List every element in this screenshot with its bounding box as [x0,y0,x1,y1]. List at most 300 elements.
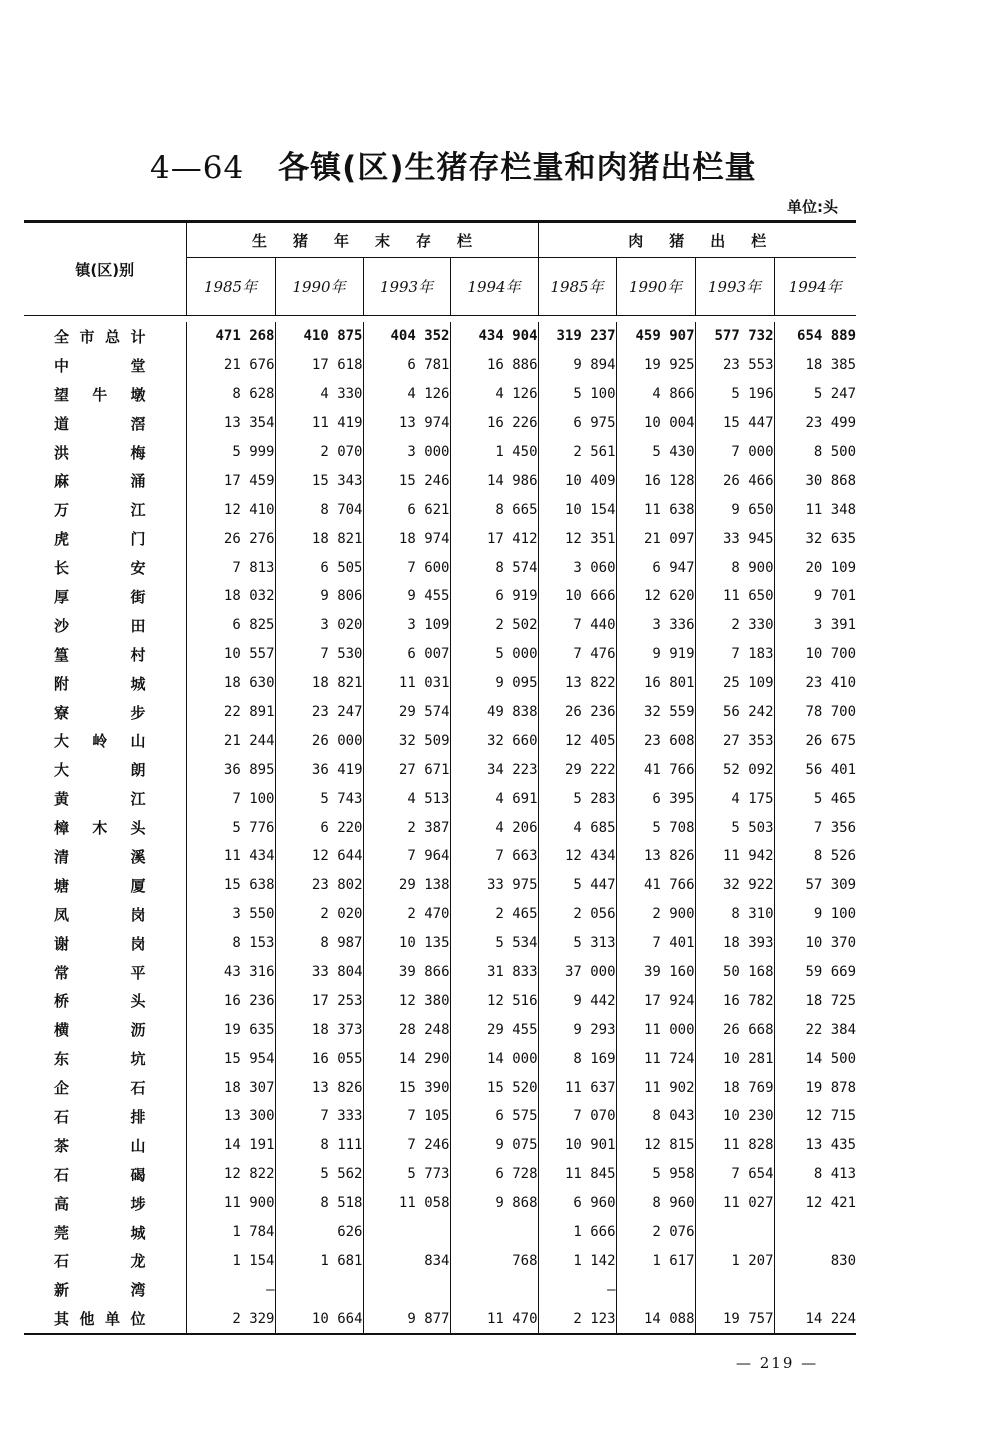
table-cell: 32 660 [450,726,538,755]
table-cell: 28 248 [363,1015,450,1044]
table-cell: 2 465 [450,900,538,929]
table-cell [363,1275,450,1304]
year-header: 1994年 [774,258,856,316]
table-cell: 10 370 [805,935,857,952]
table-cell: 11 419 [275,409,363,438]
table-cell [363,1218,450,1247]
table-cell: 8 500 [813,444,857,460]
group-header-slaughter: 肉猪出栏 [538,222,856,258]
table-cell: 15 520 [450,1073,538,1102]
table-cell: 11 000 [616,1015,695,1044]
table-cell: 9 650 [695,495,774,524]
table-cell: 26 000 [275,726,363,755]
table-row [24,1275,856,1304]
table-cell: 32 559 [616,698,695,727]
table-cell: 8 960 [616,1189,695,1218]
table-row [24,640,856,669]
region-name: 寮步 [24,698,186,727]
table-cell: 13 822 [538,669,616,698]
table-row [24,726,856,755]
table-cell: 5 447 [538,871,616,900]
table-cell: 5 196 [695,380,774,409]
table-cell: 5 247 [813,386,857,403]
table-cell: 16 128 [616,466,695,495]
table-cell: 8 987 [275,929,363,958]
table-cell: 830 [830,1252,857,1269]
table-cell: 1 207 [695,1247,774,1276]
region-name: 高埗 [24,1189,186,1218]
table-cell: — [538,1275,616,1304]
region-name: 虎门 [24,524,186,553]
table-cell: 12 822 [186,1160,275,1189]
table-row [24,495,856,524]
table-cell: 8 704 [275,495,363,524]
table-cell: 5 776 [186,813,275,842]
table-cell: 17 924 [616,986,695,1015]
table-cell: 768 [450,1247,538,1276]
table-cell: 16 236 [186,986,275,1015]
region-name: 谢岗 [24,929,186,958]
table-cell: 10 154 [538,495,616,524]
table-cell: 32 509 [363,726,450,755]
table-cell: 16 801 [616,669,695,698]
region-name: 莞城 [24,1218,186,1247]
table-cell: 7 246 [363,1131,450,1160]
table-cell: 1 617 [616,1247,695,1276]
year-header: 1985年 [186,258,275,316]
table-row [24,466,856,495]
table-row [24,871,856,900]
table-cell: 459 907 [616,322,695,351]
table-cell: 18 821 [275,669,363,698]
table-cell: 11 845 [538,1160,616,1189]
table-cell: 30 868 [805,472,857,489]
table-cell: 6 781 [363,351,450,380]
table-row [24,784,856,813]
table-cell: 78 700 [805,704,857,721]
table-cell: 13 974 [363,409,450,438]
table-cell: 9 894 [538,351,616,380]
table-cell: 7 105 [363,1102,450,1131]
table-cell: 9 868 [450,1189,538,1218]
table-cell: 17 412 [450,524,538,553]
table-cell: 18 769 [695,1073,774,1102]
table-cell: 6 505 [275,553,363,582]
table-cell: 56 242 [695,698,774,727]
table-cell: — [186,1275,275,1304]
table-cell: 6 395 [616,784,695,813]
table-cell: 7 663 [450,842,538,871]
table-cell: 5 773 [363,1160,450,1189]
region-name: 大朗 [24,755,186,784]
table-cell: 3 020 [275,611,363,640]
table-cell: 10 666 [538,582,616,611]
table-row [24,842,856,871]
table-cell: 37 000 [538,958,616,987]
table-cell: 13 435 [805,1137,857,1154]
table-cell: 834 [363,1247,450,1276]
table-row [24,1102,856,1131]
table-cell: 12 620 [616,582,695,611]
table-cell: 14 088 [616,1304,695,1334]
table-cell: 29 574 [363,698,450,727]
table-cell: 7 333 [275,1102,363,1131]
table-cell: 12 815 [616,1131,695,1160]
table-cell: 52 092 [695,755,774,784]
table-cell: 3 550 [186,900,275,929]
table-row [24,929,856,958]
table-cell [774,1275,856,1304]
region-name: 企石 [24,1073,186,1102]
region-name: 望牛墩 [24,380,186,409]
table-cell: 9 877 [363,1304,450,1334]
table-cell: 2 070 [275,438,363,467]
table-row [24,958,856,987]
table-row [24,986,856,1015]
table-cell: 4 513 [363,784,450,813]
region-name: 樟木头 [24,813,186,842]
table-cell: 4 126 [450,380,538,409]
table-cell: 32 635 [805,530,857,547]
table-row [24,1044,856,1073]
table-cell: 11 724 [616,1044,695,1073]
table-cell: 18 385 [805,357,857,374]
table-cell [450,1275,538,1304]
table-row [24,813,856,842]
region-name: 石碣 [24,1160,186,1189]
table-cell: 56 401 [805,761,857,778]
table-cell: 6 960 [538,1189,616,1218]
table-cell [695,1275,774,1304]
table-cell: 5 503 [695,813,774,842]
table-cell: 26 276 [186,524,275,553]
table-cell: 1 666 [538,1218,616,1247]
table-cell: 26 236 [538,698,616,727]
region-name: 清溪 [24,842,186,871]
table-cell: 39 160 [616,958,695,987]
table-cell: 4 330 [275,380,363,409]
table-cell: 49 838 [450,698,538,727]
page-title [150,142,850,187]
region-column-header: 镇(区)别 [24,222,186,316]
table-cell: 8 900 [695,553,774,582]
table-cell: 7 440 [538,611,616,640]
table-cell: 6 975 [538,409,616,438]
table-cell: 8 310 [695,900,774,929]
table-cell: 8 665 [450,495,538,524]
table-cell: 25 109 [695,669,774,698]
table-cell: 4 206 [450,813,538,842]
table-row [24,409,856,438]
table-cell: 34 223 [450,755,538,784]
table-cell: 41 766 [616,755,695,784]
table-cell: 12 351 [538,524,616,553]
table-cell: 19 925 [616,351,695,380]
table-cell: 7 356 [813,819,857,836]
table-cell: 8 111 [275,1131,363,1160]
table-header [24,222,856,316]
table-row [24,438,856,467]
table-cell: 6 947 [616,553,695,582]
table-cell: 6 621 [363,495,450,524]
year-header: 1990年 [275,258,363,316]
table-cell: 36 419 [275,755,363,784]
table-cell: 6 825 [186,611,275,640]
table-cell: 17 253 [275,986,363,1015]
table-cell: 21 676 [186,351,275,380]
table-cell: 31 833 [450,958,538,987]
table-cell: 6 220 [275,813,363,842]
table-cell: 2 329 [186,1304,275,1334]
table-cell: 11 031 [363,669,450,698]
table-cell: 19 878 [805,1079,857,1096]
table-cell: 11 058 [363,1189,450,1218]
table-cell: 29 138 [363,871,450,900]
table-cell: 5 534 [450,929,538,958]
table-cell: 12 421 [805,1195,857,1212]
table-row [24,1160,856,1189]
year-header: 1994年 [450,258,538,316]
table-cell: 8 043 [616,1102,695,1131]
table-cell: 12 380 [363,986,450,1015]
table-cell: 4 126 [363,380,450,409]
table-row [24,1015,856,1044]
table-cell: 9 293 [538,1015,616,1044]
table-cell: 7 070 [538,1102,616,1131]
table-cell: 15 390 [363,1073,450,1102]
table-row [24,698,856,727]
table-cell: 14 986 [450,466,538,495]
table-cell: 9 455 [363,582,450,611]
table-row [24,1304,856,1334]
table-cell: 3 060 [538,553,616,582]
year-header: 1990年 [616,258,695,316]
region-name: 塘厦 [24,871,186,900]
table-cell: 36 895 [186,755,275,784]
table-cell: 14 290 [363,1044,450,1073]
table-cell: 2 387 [363,813,450,842]
table-cell: 2 123 [538,1304,616,1334]
table-cell [616,1275,695,1304]
table-cell: 2 502 [450,611,538,640]
table-cell: 5 958 [616,1160,695,1189]
table-cell: 27 353 [695,726,774,755]
table-cell: 23 247 [275,698,363,727]
table-cell: 20 109 [805,559,857,576]
table-cell: 7 600 [363,553,450,582]
table-cell: 13 354 [186,409,275,438]
table-cell: 9 095 [450,669,538,698]
table-cell [774,1218,856,1247]
table-cell: 15 343 [275,466,363,495]
table-cell: 18 821 [275,524,363,553]
table-cell: 59 669 [805,964,857,981]
region-name: 厚街 [24,582,186,611]
year-header: 1985年 [538,258,616,316]
table-cell: 8 153 [186,929,275,958]
table-row [24,524,856,553]
table-cell: 43 316 [186,958,275,987]
region-name: 黄江 [24,784,186,813]
table-cell: 50 168 [695,958,774,987]
table-cell: 14 224 [774,1304,856,1334]
table-cell: 22 891 [186,698,275,727]
table-cell: 8 518 [275,1189,363,1218]
table-cell: 3 336 [616,611,695,640]
table-cell: 3 391 [813,617,857,634]
unit-label: 单位:头 [787,198,838,216]
table-cell: 1 154 [186,1247,275,1276]
table-cell: 6 575 [450,1102,538,1131]
table-cell: 39 866 [363,958,450,987]
table-cell: 2 470 [363,900,450,929]
table-cell: 10 557 [186,640,275,669]
table-cell: 7 530 [275,640,363,669]
table-cell: 9 919 [616,640,695,669]
table-cell: 9 100 [813,906,857,923]
region-name: 万江 [24,495,186,524]
table-row [24,1073,856,1102]
region-name: 中堂 [24,351,186,380]
table-cell: 10 135 [363,929,450,958]
table-cell: 410 875 [275,322,363,351]
region-name: 石排 [24,1102,186,1131]
table-cell: 15 246 [363,466,450,495]
region-name: 桥头 [24,986,186,1015]
table-cell: 10 230 [695,1102,774,1131]
table-cell: 5 313 [538,929,616,958]
table-cell: 12 715 [805,1108,857,1125]
table-row [24,669,856,698]
table-cell: 6 728 [450,1160,538,1189]
table-cell: 12 516 [450,986,538,1015]
table-cell: 3 000 [363,438,450,467]
table-cell: 1 450 [450,438,538,467]
table-cell: 6 007 [363,640,450,669]
table-cell: 26 466 [695,466,774,495]
table-row [24,1218,856,1247]
table-row [24,380,856,409]
region-name: 全市总计 [24,322,186,351]
table-cell: 12 644 [275,842,363,871]
table-cell: 10 901 [538,1131,616,1160]
table-cell: 13 826 [275,1073,363,1102]
table-cell: 23 608 [616,726,695,755]
table-cell: 27 671 [363,755,450,784]
table-cell: 5 708 [616,813,695,842]
table-cell: 8 169 [538,1044,616,1073]
table-cell: 11 027 [695,1189,774,1218]
region-name: 道滘 [24,409,186,438]
table-cell: 11 900 [186,1189,275,1218]
table-cell: 18 307 [186,1073,275,1102]
table-cell: 18 393 [695,929,774,958]
table-cell: 2 900 [616,900,695,929]
table-cell: 23 553 [695,351,774,380]
table-cell: 32 922 [695,871,774,900]
table-cell: 18 373 [275,1015,363,1044]
table-cell: 3 109 [363,611,450,640]
table-cell: 2 561 [538,438,616,467]
table-cell: 4 866 [616,380,695,409]
table-row [24,1247,856,1276]
table-cell [275,1275,363,1304]
table-cell: 7 813 [186,553,275,582]
table-cell: 10 004 [616,409,695,438]
table-cell: 11 434 [186,842,275,871]
region-name: 凤岗 [24,900,186,929]
table-cell: 57 309 [805,877,857,894]
table-cell: 13 300 [186,1102,275,1131]
table-cell: 41 766 [616,871,695,900]
region-name: 常平 [24,958,186,987]
table-cell: 17 459 [186,466,275,495]
table-cell: 11 902 [616,1073,695,1102]
table-cell: 18 725 [805,992,857,1009]
table-cell: 19 757 [695,1304,774,1334]
table-cell: 7 476 [538,640,616,669]
table-cell: 8 574 [450,553,538,582]
table-cell: 7 000 [695,438,774,467]
table-cell: 5 100 [538,380,616,409]
table-row [24,1189,856,1218]
table-cell: 21 097 [616,524,695,553]
table-cell: 33 945 [695,524,774,553]
table-cell: 2 330 [695,611,774,640]
livestock-table [24,220,856,1335]
table-cell: 23 410 [805,675,857,692]
year-header: 1993年 [363,258,450,316]
table-cell: 15 447 [695,409,774,438]
table-cell: 2 056 [538,900,616,929]
table-cell: 7 401 [616,929,695,958]
table-cell: 9 075 [450,1131,538,1160]
table-cell: 2 076 [616,1218,695,1247]
table-row [24,611,856,640]
table-cell: 5 430 [616,438,695,467]
table-cell: 7 183 [695,640,774,669]
table-cell: 7 964 [363,842,450,871]
region-name: 石龙 [24,1247,186,1276]
table-cell: 471 268 [186,322,275,351]
table-row [24,351,856,380]
table-cell: 10 281 [695,1044,774,1073]
table-cell: 16 226 [450,409,538,438]
table-cell: 16 055 [275,1044,363,1073]
table-cell: 1 784 [186,1218,275,1247]
region-name: 大岭山 [24,726,186,755]
table-cell: 12 434 [538,842,616,871]
table-cell: 319 237 [538,322,616,351]
table-cell: 14 000 [450,1044,538,1073]
region-name: 东坑 [24,1044,186,1073]
table-body [24,316,856,1335]
table-cell: 11 650 [695,582,774,611]
table-cell: 18 974 [363,524,450,553]
region-name: 篁村 [24,640,186,669]
table-row [24,755,856,784]
table-cell: 14 500 [805,1050,857,1067]
table-cell: 4 175 [695,784,774,813]
table-cell: 1 681 [275,1247,363,1276]
table-cell: 654 889 [797,328,857,345]
region-name: 长安 [24,553,186,582]
table-cell: 21 244 [186,726,275,755]
table-cell: 8 413 [813,1166,857,1183]
table-cell: 1 142 [538,1247,616,1276]
table-cell: 10 664 [275,1304,363,1334]
table-cell: 2 020 [275,900,363,929]
